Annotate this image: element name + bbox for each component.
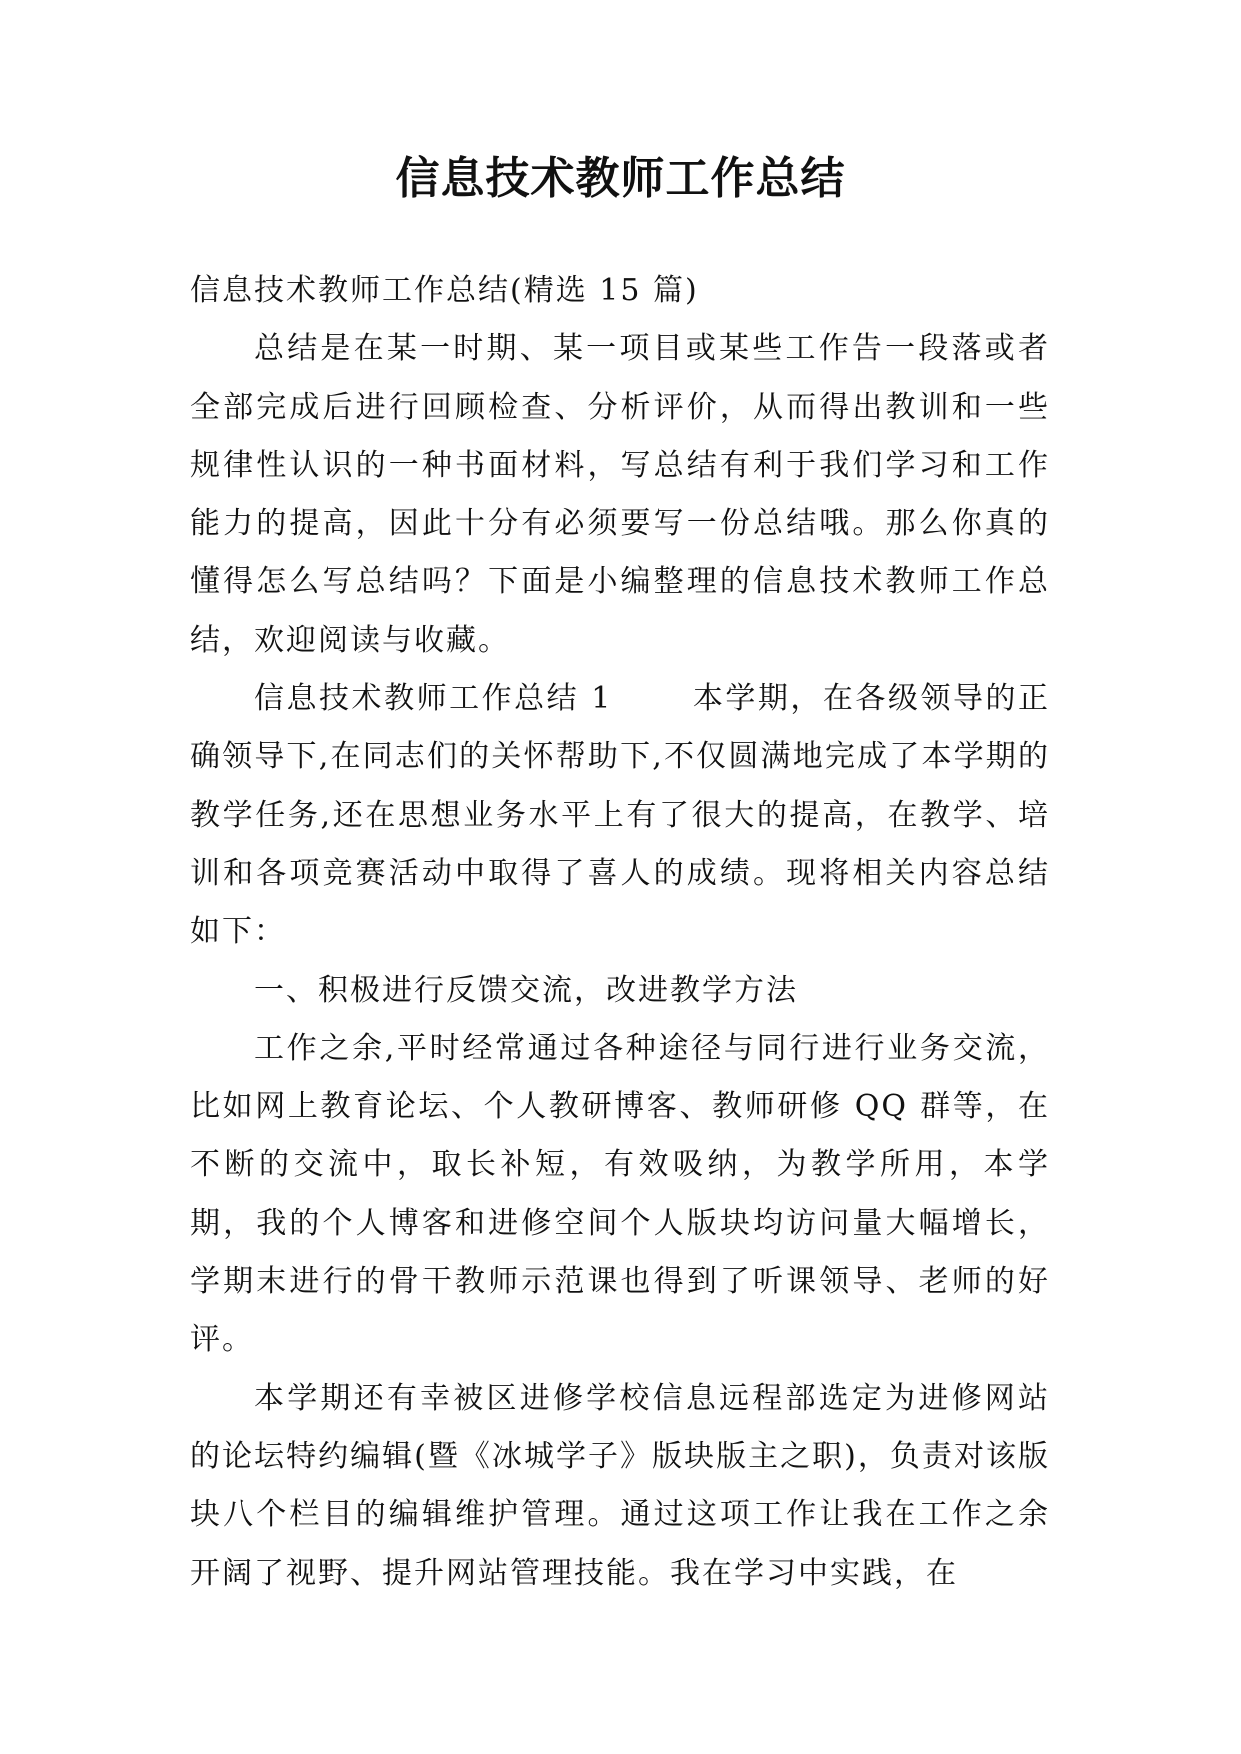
section-1-paragraph <box>190 670 1050 961</box>
body-paragraph-2: 本学期还有幸被区进修学校信息远程部选定为进修网站的论坛特约编辑(暨《冰城学子》版块版主之职)，负责对该版块八个栏目的编辑维护管理。通过这项工作让我在工作之余开阔了视野、提升网站管理技能。我在学习中实践，在 <box>190 1380 1050 1591</box>
section-heading-1: 一、积极进行反馈交流，改进教学方法 <box>254 972 798 1008</box>
document-body <box>190 262 1050 1603</box>
document-title: 信息技术教师工作总结 <box>395 153 846 204</box>
section-1-text: 本学期，在各级领导的正确领导下,在同志们的关怀帮助下,不仅圆满地完成了本学期的教学任务,还在思想业务水平上有了很大的提高，在教学、培训和各项竞赛活动中取得了喜人的成绩。现将相关内容总结如下： <box>190 681 1050 950</box>
intro-paragraph: 总结是在某一时期、某一项目或某些工作告一段落或者全部完成后进行回顾检查、分析评价，从而得出教训和一些规律性认识的一种书面材料，写总结有利于我们学习和工作能力的提高，因此十分有必须要写一份总结哦。那么你真的懂得怎么写总结吗？下面是小编整理的信息技术教师工作总结，欢迎阅读与收藏。 <box>190 331 1050 658</box>
section-1-heading: 信息技术教师工作总结 1 <box>254 681 613 717</box>
body-paragraph-1: 工作之余,平时经常通过各种途径与同行进行业务交流，比如网上教育论坛、个人教研博客、教师研修 QQ 群等，在不断的交流中，取长补短，有效吸纳，为教学所用，本学期，我的个人博客和进修空间个人版块均访问量大幅增长，学期末进行的骨干教师示范课也得到了听课领导、老师的好评。 <box>190 1030 1050 1358</box>
document-subtitle: 信息技术教师工作总结(精选 15 篇) <box>190 273 699 308</box>
